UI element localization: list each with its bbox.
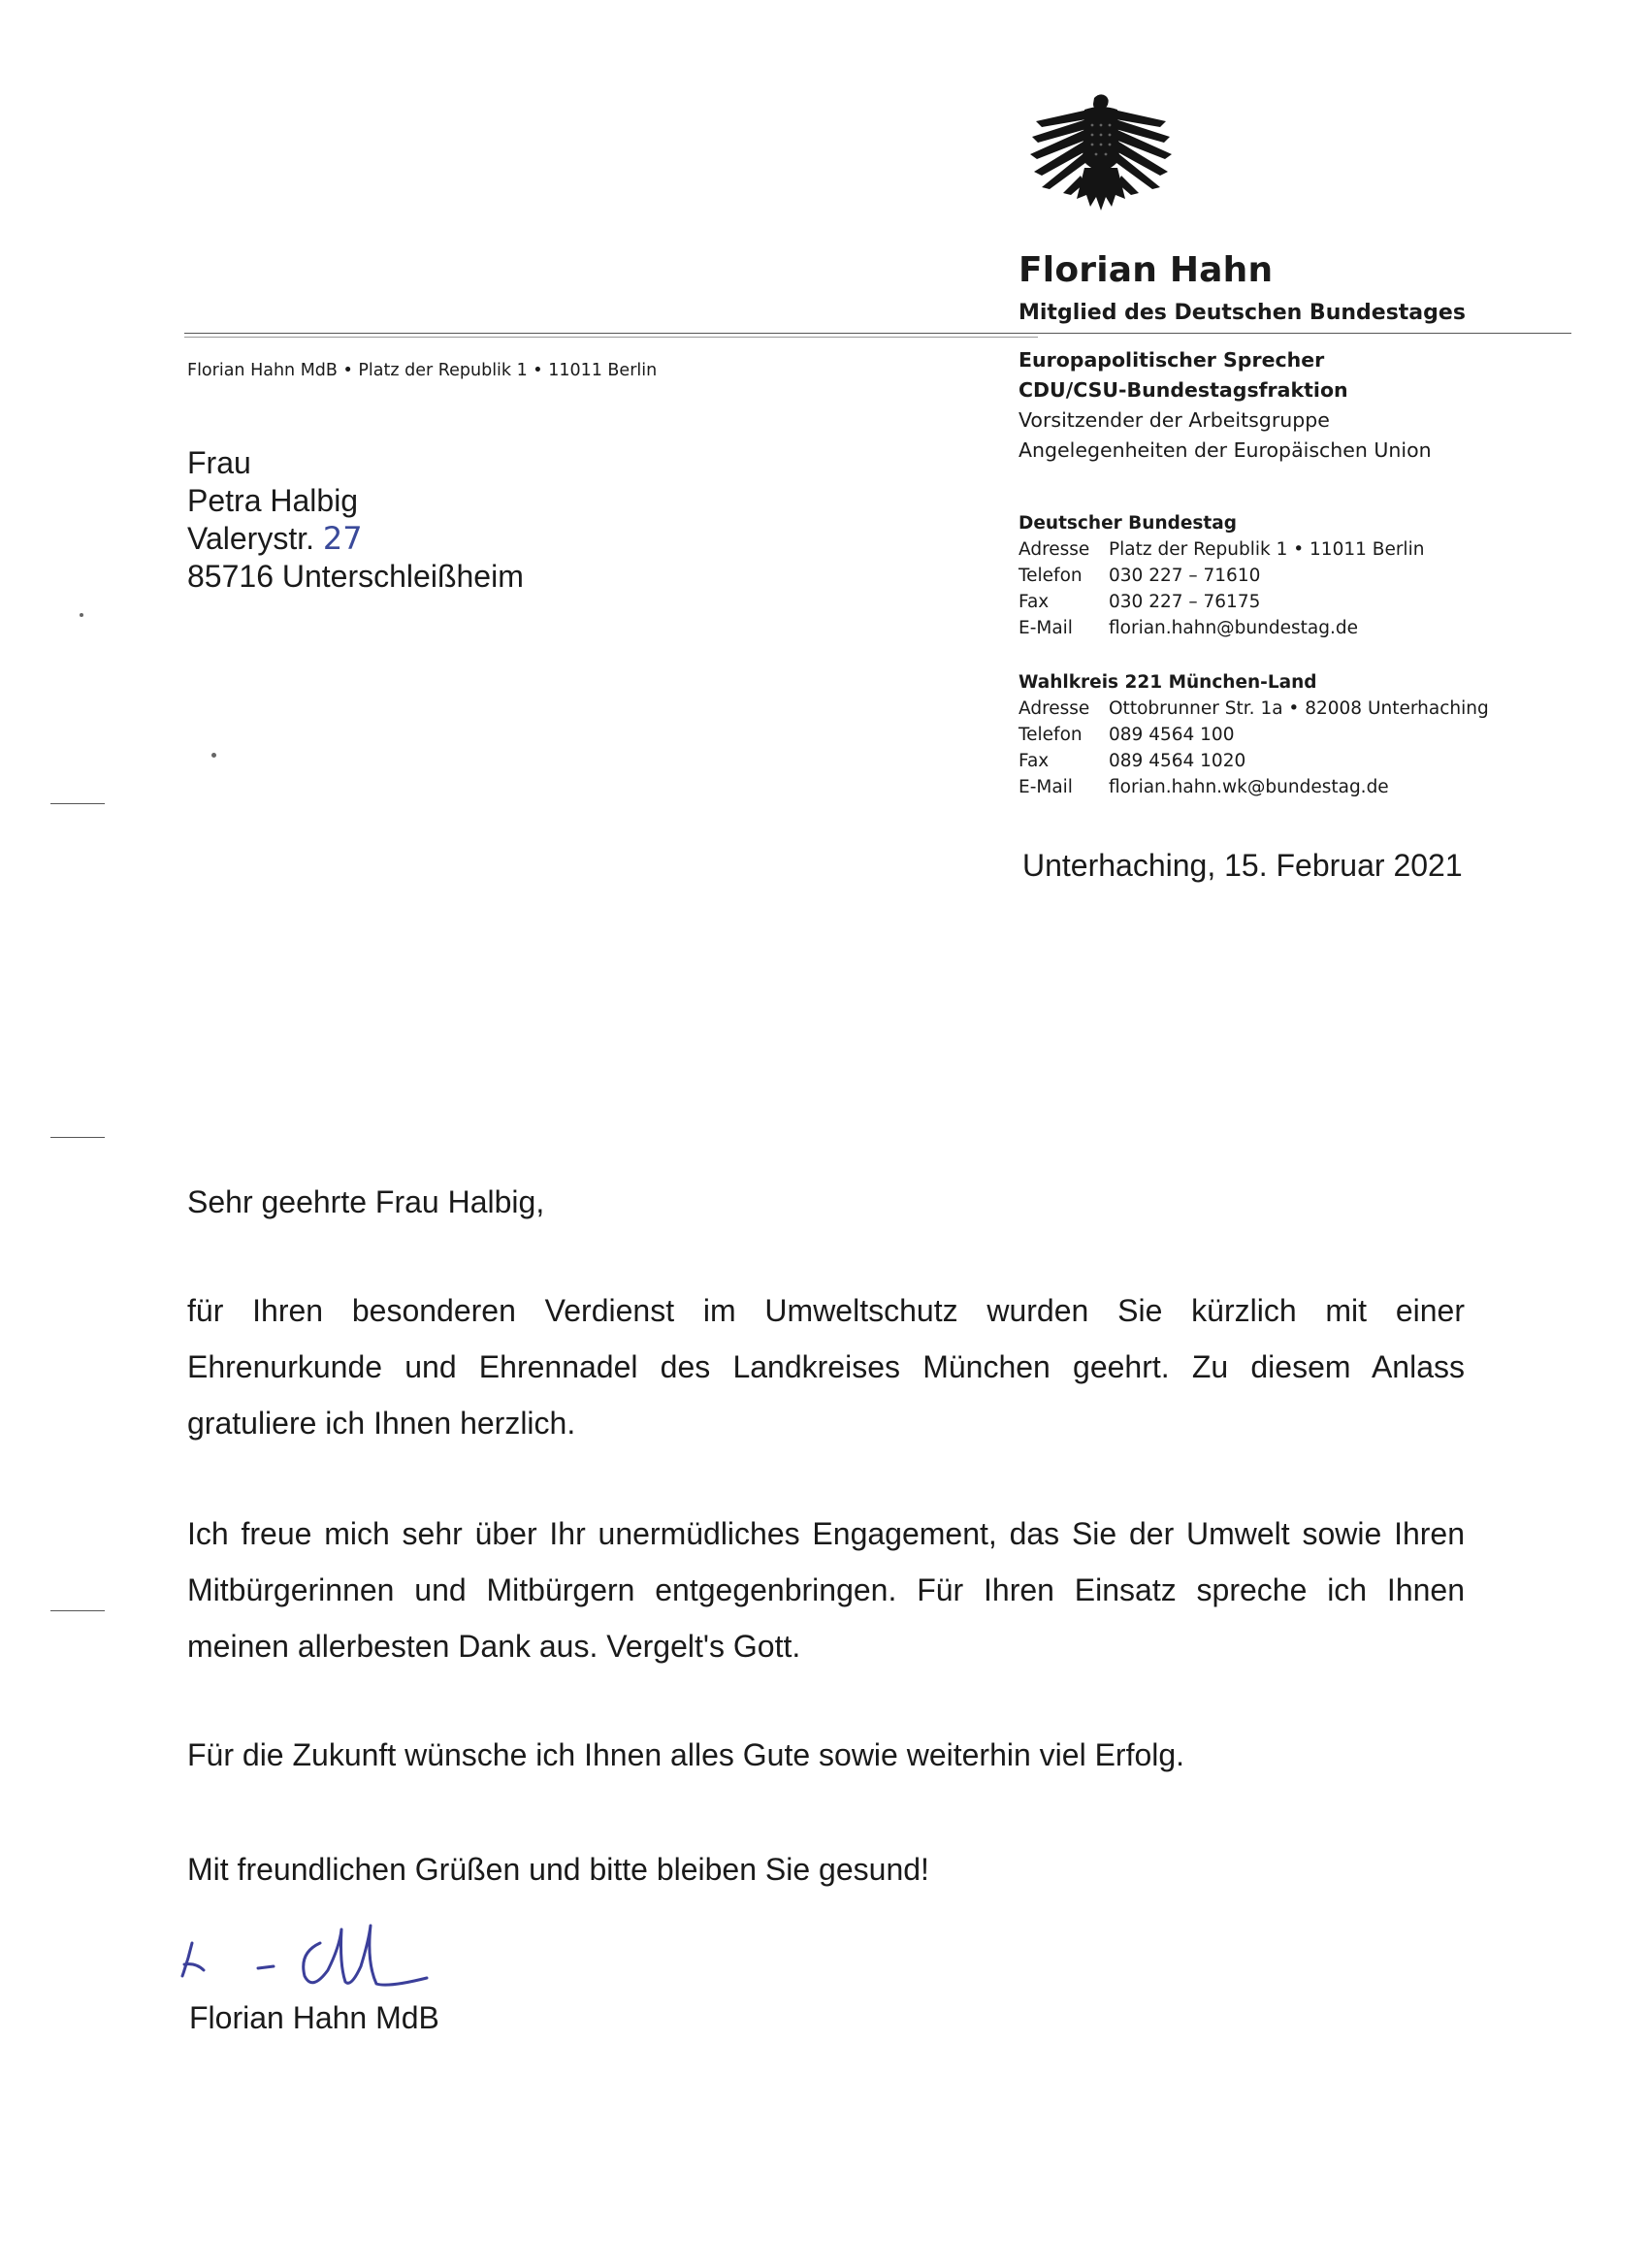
contact-row [1018, 563, 1424, 589]
contact-label: Adresse [1018, 539, 1090, 560]
contact-heading: Deutscher Bundestag [1018, 513, 1237, 534]
contact-value: 089 4564 100 [1109, 725, 1235, 745]
contact-label: Fax [1018, 592, 1050, 612]
sender-title: Mitglied des Deutschen Bundestages [1018, 301, 1466, 325]
contact-wahlkreis [1018, 669, 1489, 800]
role-line: Vorsitzender der Arbeitsgruppe [1018, 408, 1330, 432]
recipient-street: Valerystr. [187, 521, 314, 556]
fold-mark [50, 1610, 105, 1611]
contact-heading: Wahlkreis 221 München-Land [1018, 672, 1317, 693]
body-paragraph: Für die Zukunft wünsche ich Ihnen alles Gute sowie weiterhin viel Erfolg. [187, 1737, 1185, 1772]
sender-roles [1018, 345, 1432, 466]
role-line: CDU/CSU-Bundestagsfraktion [1018, 378, 1348, 402]
signer-name: Florian Hahn MdB [189, 2000, 439, 2035]
scan-speck [211, 753, 216, 758]
return-address: Florian Hahn MdB • Platz der Republik 1 • 11011 Berlin [187, 361, 658, 380]
contact-email[interactable]: florian.hahn@bundestag.de [1109, 618, 1358, 638]
body-paragraph: für Ihren besonderen Verdienst im Umweltschutz wurden Sie kürzlich mit einer Ehrenurkunde und Ehrennadel des Landkreises München geehrt. Zu diesem Anlass gratuliere ich Ihnen herzlich. [187, 1293, 1465, 1441]
contact-value: 089 4564 1020 [1109, 751, 1246, 771]
date-line: Unterhaching, 15. Februar 2021 [1022, 848, 1463, 883]
contact-label: E-Mail [1018, 777, 1073, 797]
contact-label: Adresse [1018, 698, 1090, 719]
contact-email[interactable]: florian.hahn.wk@bundestag.de [1109, 777, 1389, 797]
role-line: Europapolitischer Sprecher [1018, 348, 1325, 372]
contact-row [1018, 774, 1489, 800]
recipient-salutation-line: Frau [187, 445, 251, 480]
contact-row [1018, 536, 1424, 563]
contact-bundestag [1018, 510, 1424, 641]
contact-row [1018, 748, 1489, 774]
recipient-name: Petra Halbig [187, 483, 359, 518]
contact-row [1018, 589, 1424, 615]
body-paragraph: Ich freue mich sehr über Ihr unermüdliches Engagement, das Sie der Umwelt sowie Ihren Mitbürgerinnen und Mitbürgern entgegenbringen. Für Ihren Einsatz spreche ich Ihnen meinen allerbesten Dank aus. Vergelt's Gott. [187, 1516, 1465, 1664]
fold-mark [50, 803, 105, 804]
contact-row [1018, 615, 1424, 641]
contact-value: 030 227 – 71610 [1109, 566, 1261, 586]
closing-line: Mit freundlichen Grüßen und bitte bleiben Sie gesund! [187, 1852, 929, 1887]
recipient-street-line [187, 520, 524, 558]
contact-value: Ottobrunner Str. 1a • 82008 Unterhaching [1109, 698, 1489, 719]
contact-label: Fax [1018, 751, 1050, 771]
recipient-house-number: 27 [322, 520, 363, 557]
contact-value: 030 227 – 76175 [1109, 592, 1261, 612]
recipient-address [187, 444, 524, 596]
role-line: Angelegenheiten der Europäischen Union [1018, 438, 1432, 462]
contact-label: E-Mail [1018, 618, 1073, 638]
header-rule [184, 333, 1571, 334]
fold-mark [50, 1137, 105, 1138]
scan-speck [80, 613, 83, 617]
handwritten-signature [175, 1906, 456, 1998]
header-rule-secondary [184, 337, 1038, 338]
contact-value: Platz der Republik 1 • 11011 Berlin [1109, 539, 1425, 560]
federal-eagle-icon [1028, 92, 1174, 223]
contact-label: Telefon [1018, 566, 1083, 586]
recipient-city: 85716 Unterschleißheim [187, 559, 524, 594]
contact-row [1018, 722, 1489, 748]
salutation: Sehr geehrte Frau Halbig, [187, 1184, 545, 1219]
sender-name: Florian Hahn [1018, 250, 1274, 290]
contact-label: Telefon [1018, 725, 1083, 745]
contact-row [1018, 696, 1489, 722]
